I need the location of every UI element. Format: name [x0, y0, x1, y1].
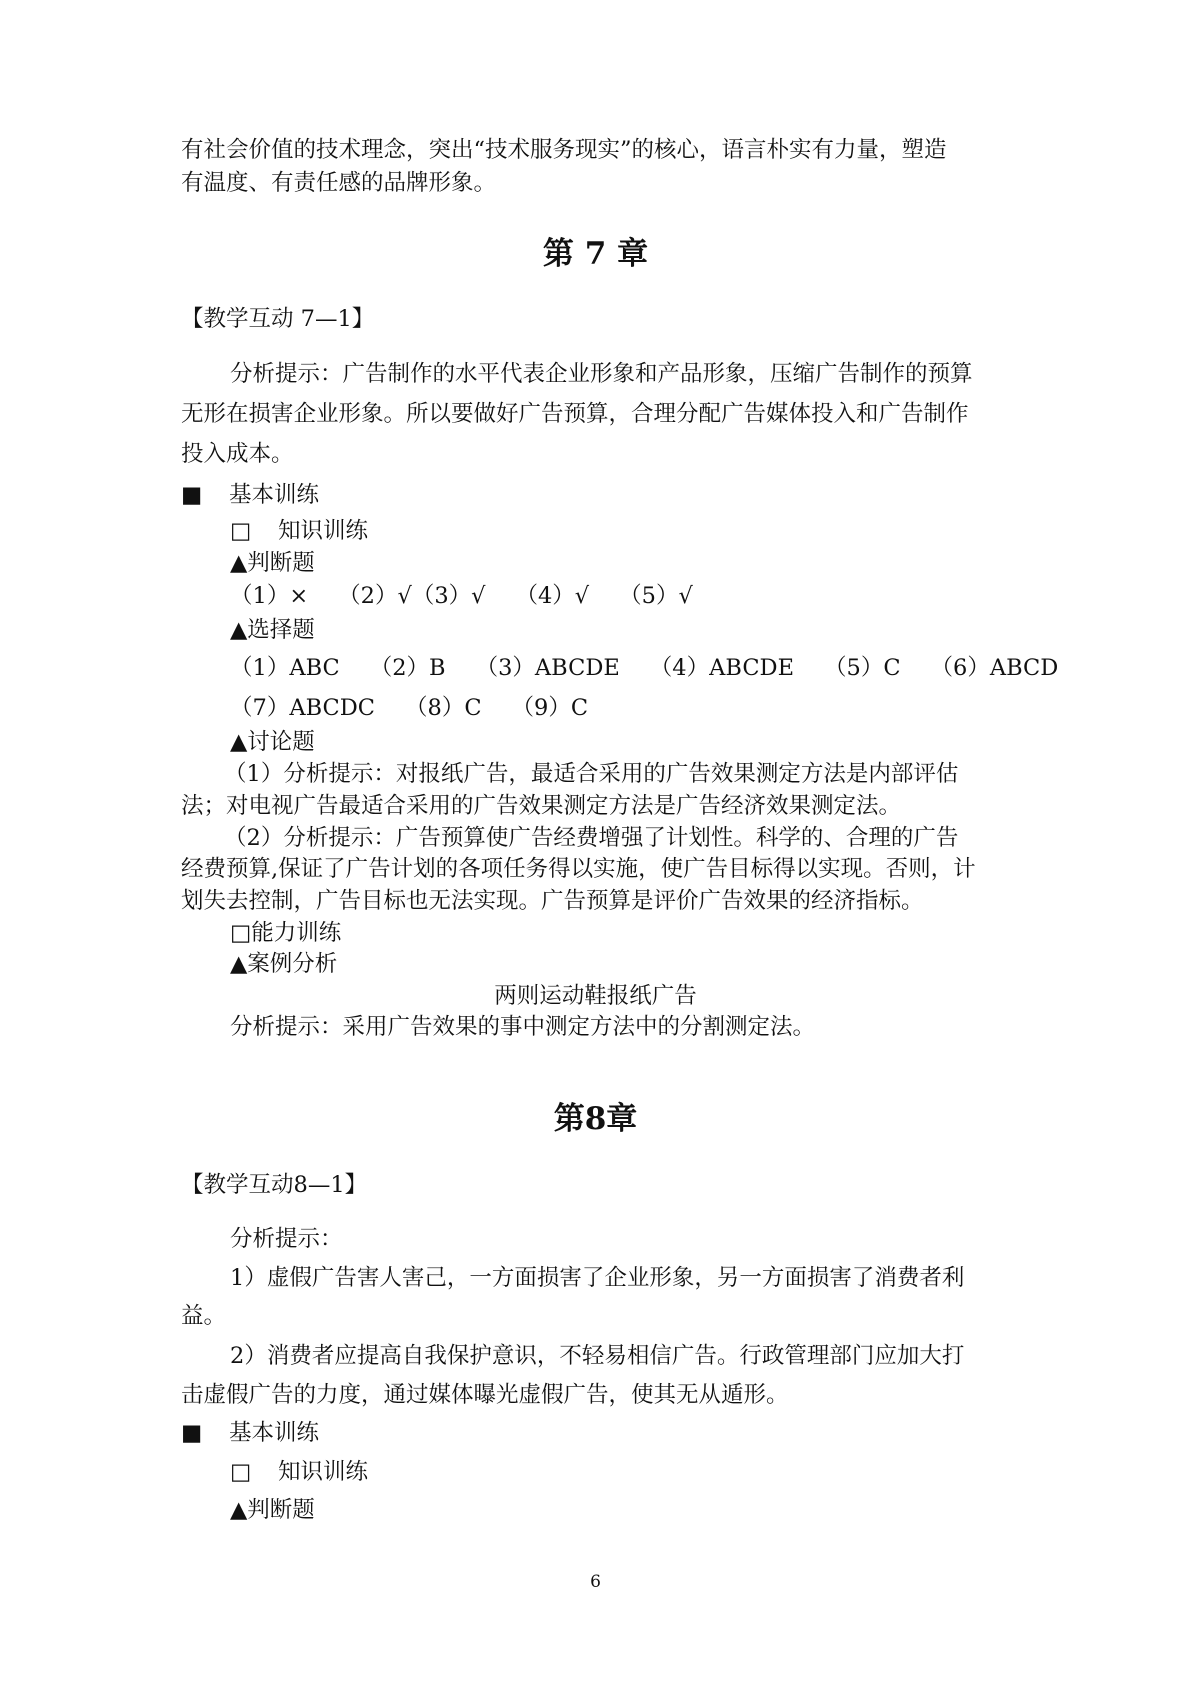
answer-item: （5）C — [824, 655, 901, 681]
interaction-label: 【教学互动8—1】 — [181, 1172, 368, 1198]
answer-item: （1）ABC — [230, 655, 340, 681]
filled-square-marker: ■ — [181, 1420, 203, 1446]
section-basic-training — [181, 479, 319, 511]
body-text: 击虚假广告的力度，通过媒体曝光虚假广告，使其无从遁形。 — [181, 1382, 789, 1408]
subsection-label: □能力训练 — [230, 920, 342, 946]
body-text: 有温度、有责任感的品牌形象。 — [181, 170, 497, 196]
question-type-heading: ▲案例分析 — [230, 951, 338, 977]
question-type-heading: ▲讨论题 — [230, 729, 315, 755]
answer-item: （6）ABCD — [930, 655, 1059, 681]
body-text: 益。 — [181, 1303, 227, 1329]
empty-square-marker: □ — [230, 518, 252, 544]
answer-item: （2）√（3）√ — [338, 583, 486, 609]
question-type-heading: ▲选择题 — [230, 617, 315, 643]
body-text: 法；对电视广告最适合采用的广告效果测定方法是广告经济效果测定法。 — [181, 793, 902, 819]
true-false-answers — [230, 580, 723, 612]
question-type-heading: ▲判断题 — [230, 1497, 315, 1523]
multiple-choice-answers — [230, 652, 1058, 684]
answer-item: （5）√ — [619, 583, 693, 609]
subsection-knowledge-training — [230, 1456, 368, 1488]
body-text: 分析提示：采用广告效果的事中测定方法中的分割测定法。 — [230, 1014, 816, 1040]
multiple-choice-answers — [230, 692, 618, 724]
body-text: 有社会价值的技术理念，突出“技术服务现实”的核心，语言朴实有力量，塑造 — [181, 137, 947, 163]
body-text: 经费预算,保证了广告计划的各项任务得以实施，使广告目标得以实现。否则，计 — [181, 856, 976, 882]
subsection-knowledge-training — [230, 515, 368, 547]
answer-item: （2）B — [369, 655, 446, 681]
section-label: 基本训练 — [229, 1420, 320, 1446]
body-text: 无形在损害企业形象。所以要做好广告预算，合理分配广告媒体投入和广告制作 — [181, 401, 969, 427]
page-number: 6 — [590, 1572, 601, 1592]
body-text: 分析提示：广告制作的水平代表企业形象和产品形象，压缩广告制作的预算 — [230, 361, 973, 387]
answer-item: （4）√ — [515, 583, 590, 609]
empty-square-marker: □ — [230, 1459, 252, 1485]
body-text: 投入成本。 — [181, 441, 294, 467]
filled-square-marker: ■ — [181, 482, 203, 508]
case-title: 两则运动鞋报纸广告 — [494, 983, 697, 1009]
answer-item: （3）ABCDE — [475, 655, 620, 681]
section-label: 基本训练 — [229, 482, 320, 508]
body-text: 分析提示： — [230, 1226, 343, 1252]
body-text: （1）分析提示：对报纸广告，最适合采用的广告效果测定方法是内部评估 — [224, 761, 959, 787]
interaction-label: 【教学互动 7—1】 — [181, 306, 375, 332]
subsection-label: 知识训练 — [278, 518, 369, 544]
body-text: 2）消费者应提高自我保护意识，不轻易相信广告。行政管理部门应加大打 — [230, 1343, 965, 1369]
answer-item: （7）ABCDC — [230, 695, 375, 721]
section-basic-training — [181, 1417, 319, 1449]
answer-item: （1）× — [230, 583, 309, 609]
answer-item: （4）ABCDE — [649, 655, 794, 681]
body-text: 1）虚假广告害人害己，一方面损害了企业形象，另一方面损害了消费者利 — [230, 1265, 965, 1291]
chapter-title: 第8章 — [553, 1101, 638, 1137]
body-text: （2）分析提示：广告预算使广告经费增强了计划性。科学的、合理的广告 — [224, 825, 959, 851]
subsection-label: 知识训练 — [278, 1459, 369, 1485]
chapter-title: 第 7 章 — [542, 236, 649, 272]
body-text: 划失去控制，广告目标也无法实现。广告预算是评价广告效果的经济指标。 — [181, 888, 924, 914]
answer-item: （8）C — [405, 695, 482, 721]
question-type-heading: ▲判断题 — [230, 550, 315, 576]
answer-item: （9）C — [511, 695, 589, 721]
